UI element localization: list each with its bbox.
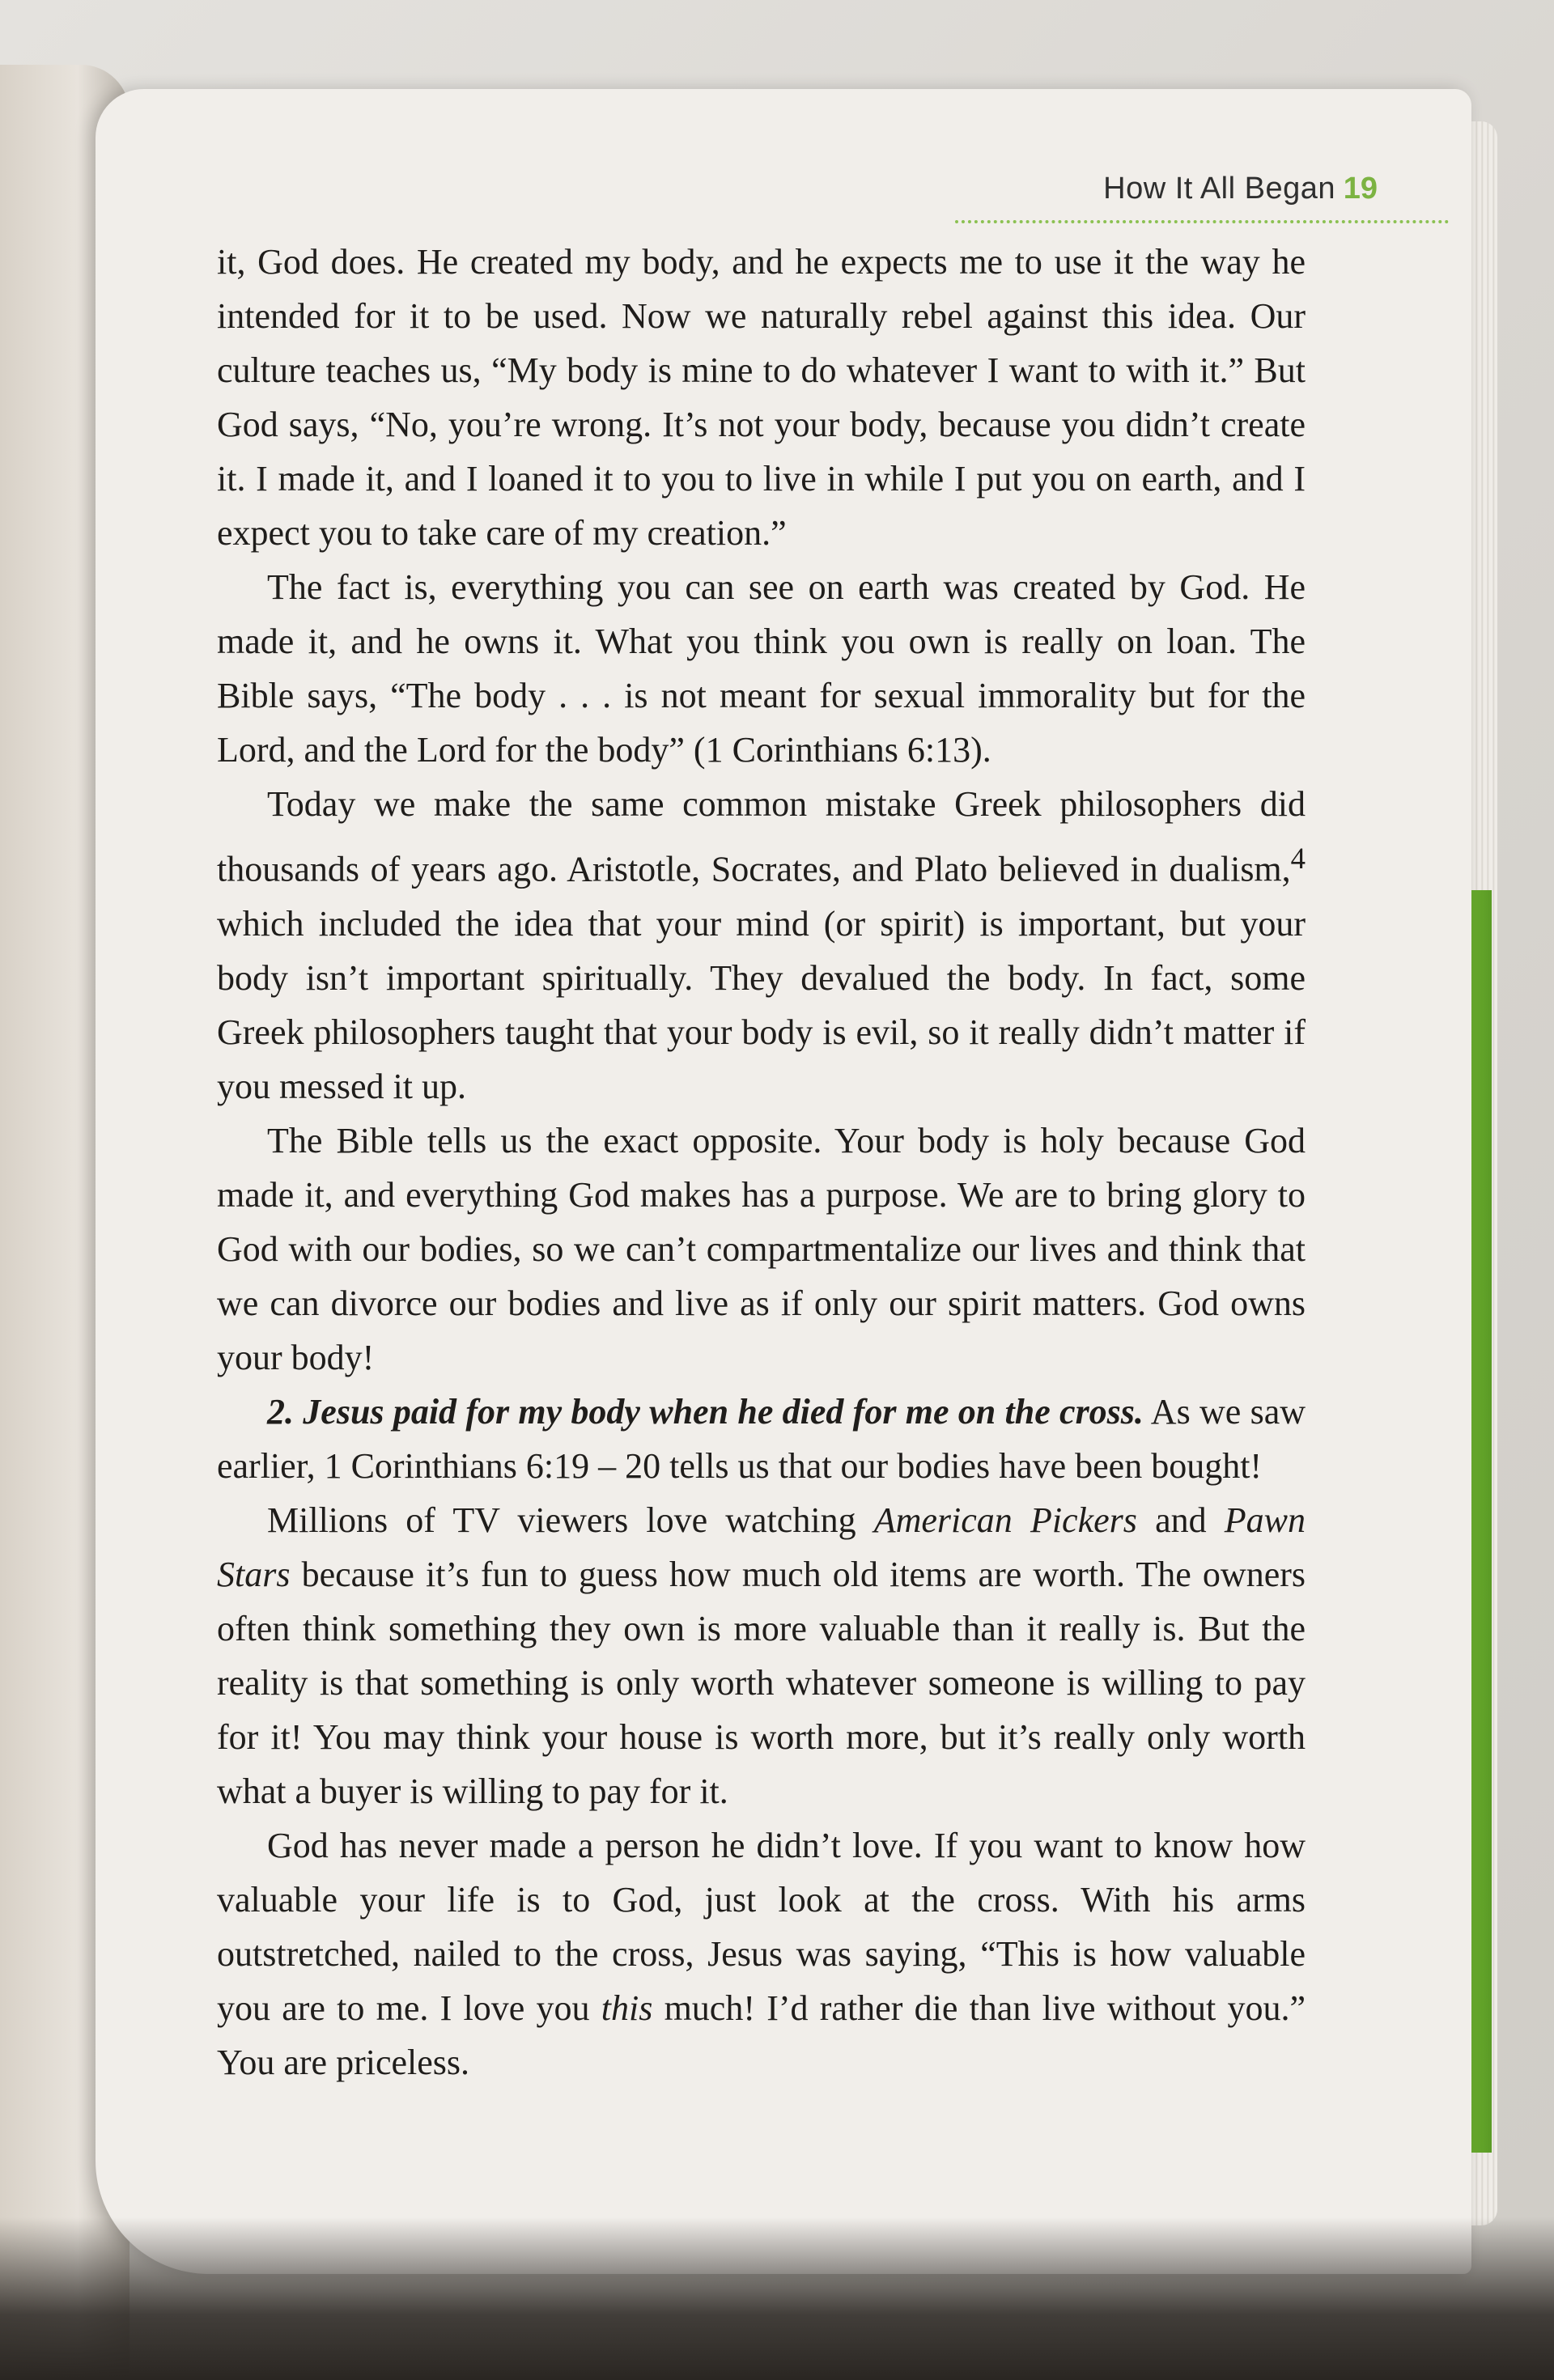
paragraph-3-part-b: which included the idea that your mind (or spirit) is important, but your body isn’t important spiritually. They devalued the body. In fact, some Greek philosophers taught that your body is evil, so it really didn’t matter if you messed it up.	[217, 903, 1306, 1106]
running-head	[866, 172, 1449, 220]
emphasis-this: this	[601, 1988, 653, 2028]
body-text	[217, 235, 1306, 2089]
paragraph-6-part-a: Millions of TV viewers love watching	[267, 1500, 874, 1540]
show-title-1: American Pickers	[873, 1500, 1137, 1540]
paragraph-6-and: and	[1136, 1500, 1225, 1540]
footnote-marker: 4	[1290, 842, 1306, 875]
paragraph-3-part-a: Today we make the same common mistake Greek philosophers did thousands of years ago. Aristotle, Socrates, and Plato believed in dualism,	[217, 784, 1306, 889]
chapter-title: How It All Began	[1103, 172, 1335, 206]
paragraph-3	[217, 777, 1306, 1114]
paragraph-5	[217, 1385, 1306, 1493]
book-cover-edge	[1469, 890, 1492, 2153]
paragraph-4: The Bible tells us the exact opposite. Your body is holy because God made it, and everything God makes has a purpose. We are to bring glory to God with our bodies, so we can’t compartmentalize our lives and think that we can divorce our bodies and live as if only our spirit matters. God owns your body!	[217, 1120, 1306, 1377]
bottom-shadow	[0, 2217, 1554, 2380]
paragraph-6-part-b: because it’s fun to guess how much old items are worth. The owners often think something they own is more valuable than it really is. But the reality is that something is only worth whatever someone is willing to pay for it! You may think your house is worth more, but it’s really only worth what a buyer is willing to pay for it.	[217, 1554, 1306, 1811]
show-title-2: Pawn Stars	[217, 1500, 1306, 1594]
paragraph-7-part-b: much! I’d rather die than live without you.” You are priceless.	[217, 1988, 1306, 2082]
paragraph-2: The fact is, everything you can see on earth was created by God. He made it, and he owns it. What you think you own is really on loan. The Bible says, “The body . . . is not meant for sexual immorality but for the Lord, and the Lord for the body” (1 Corinthians 6:13).	[217, 567, 1306, 770]
header-rule	[955, 220, 1449, 223]
paragraph-1: it, God does. He created my body, and he expects me to use it the way he intended for it to be used. Now we naturally rebel against this idea. Our culture teaches us, “My body is mine to do whatever I want to with it.” But God says, “No, you’re wrong. It’s not your body, because you didn’t create it. I made it, and I loaned it to you to live in while I put you on earth, and I expect you to take care of my creation.”	[217, 242, 1306, 553]
paragraph-6	[217, 1493, 1306, 1818]
paragraph-7	[217, 1818, 1306, 2089]
paragraph-5-rest: As we saw earlier, 1 Corinthians 6:19 – 20 tells us that our bodies have been bought!	[217, 1391, 1306, 1486]
paragraph-7-part-a: God has never made a person he didn’t love. If you want to know how valuable your life is to God, just look at the cross. With his arms outstretched, nailed to the cross, Jesus was saying, “This is how valuable you are to me. I love you	[217, 1825, 1306, 2028]
page-number: 19	[1343, 172, 1378, 206]
point-heading: 2. Jesus paid for my body when he died for me on the cross.	[267, 1391, 1144, 1432]
